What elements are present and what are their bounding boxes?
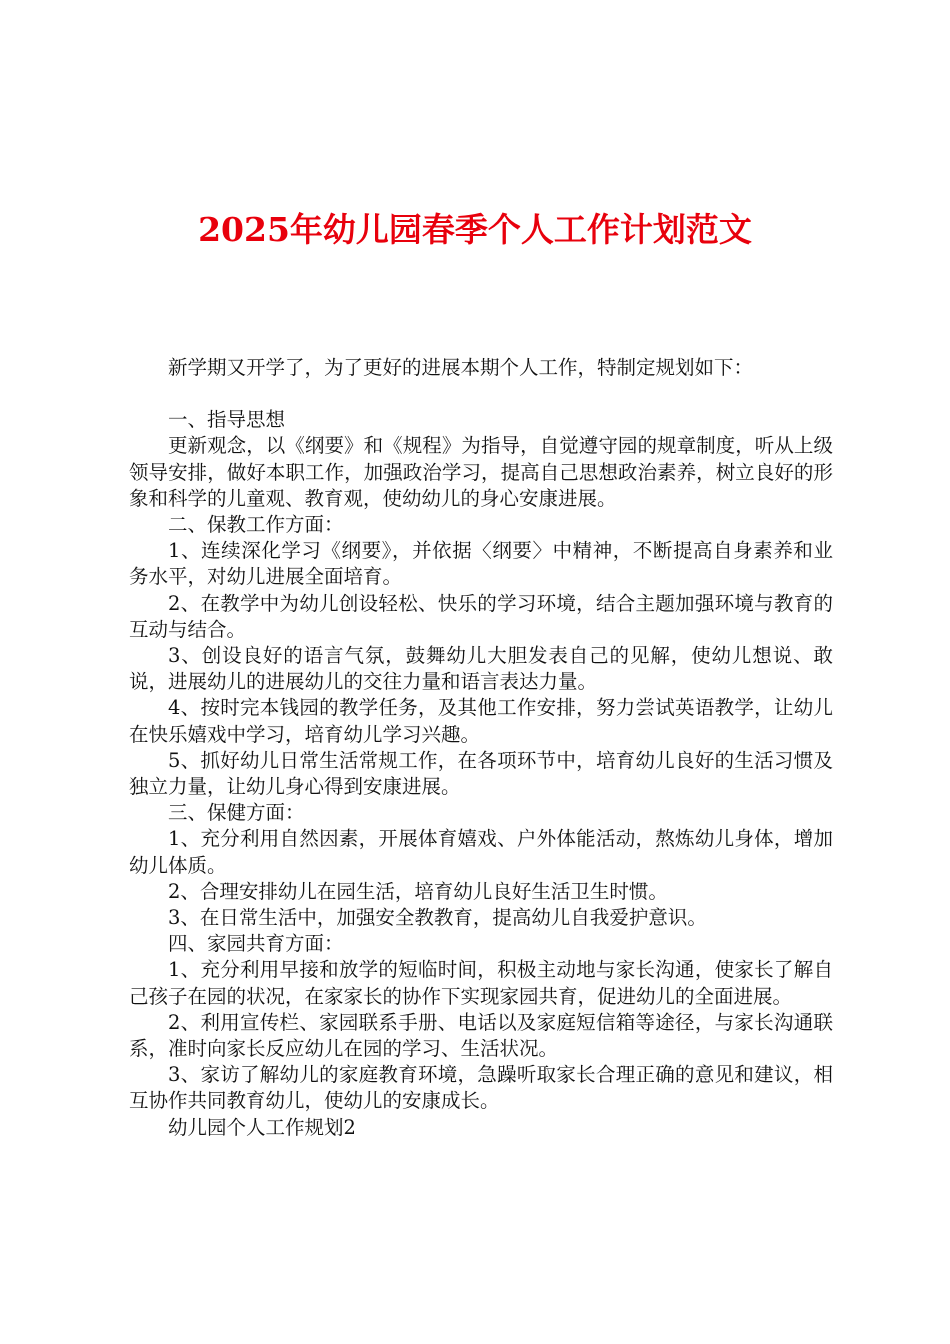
- list-item: 4、按时完本钱园的教学任务，及其他工作安排，努力尝试英语教学，让幼儿在快乐嬉戏中学习，培育幼儿学习兴趣。: [129, 696, 833, 746]
- list-item: 3、家访了解幼儿的家庭教育环境，急躁听取家长合理正确的意见和建议，相互协作共同教育幼儿，使幼儿的安康成长。: [129, 1063, 833, 1113]
- list-item: 2、利用宣传栏、家园联系手册、电话以及家庭短信箱等途径，与家长沟通联系，准时向家长反应幼儿在园的学习、生活状况。: [129, 1010, 833, 1061]
- list-item: 3、创设良好的语言气氛，鼓舞幼儿大胆发表自己的见解，使幼儿想说、敢说，进展幼儿的进展幼儿的交往力量和语言表达力量。: [129, 644, 833, 694]
- section-heading-health-care: 三、保健方面：: [168, 801, 305, 825]
- next-section-heading: 幼儿园个人工作规划2: [168, 1115, 356, 1139]
- paragraph: 更新观念，以《纲要》和《规程》为指导，自觉遵守园的规章制度，听从上级领导安排，做好本职工作，加强政治学习，提高自己思想政治素养，树立良好的形象和科学的儿童观、教育观，使幼幼儿的身心安康进展。: [129, 434, 833, 510]
- section-heading-teaching-work: 二、保教工作方面：: [168, 513, 344, 537]
- list-item: 2、在教学中为幼儿创设轻松、快乐的学习环境，结合主题加强环境与教育的互动与结合。: [129, 591, 833, 641]
- list-item: 1、连续深化学习《纲要》，并依据〈纲要〉中精神，不断提高自身素养和业务水平，对幼儿进展全面培育。: [129, 539, 833, 589]
- document-title: 2025年幼儿园春季个人工作计划范文: [198, 210, 752, 249]
- list-item: 3、在日常生活中，加强安全教教育，提高幼儿自我爱护意识。: [168, 906, 707, 930]
- list-item: 1、充分利用早接和放学的短临时间，积极主动地与家长沟通，使家长了解自己孩子在园的状况，在家家长的协作下实现家园共育，促进幼儿的全面进展。: [129, 958, 833, 1008]
- intro-paragraph: 新学期又开学了，为了更好的进展本期个人工作，特制定规划如下：: [168, 356, 754, 379]
- list-item: 2、合理安排幼儿在园生活，培育幼儿良好生活卫生时惯。: [168, 879, 668, 903]
- list-item: 5、抓好幼儿日常生活常规工作，在各项环节中，培育幼儿良好的生活习惯及独立力量，让幼儿身心得到安康进展。: [129, 748, 833, 799]
- section-heading-guiding-thought: 一、指导思想: [168, 408, 286, 432]
- list-item: 1、充分利用自然因素，开展体育嬉戏、户外体能活动，熬炼幼儿身体，增加幼儿体质。: [129, 827, 833, 877]
- section-heading-home-school: 四、家园共育方面：: [168, 932, 344, 956]
- document-body: [129, 355, 833, 1141]
